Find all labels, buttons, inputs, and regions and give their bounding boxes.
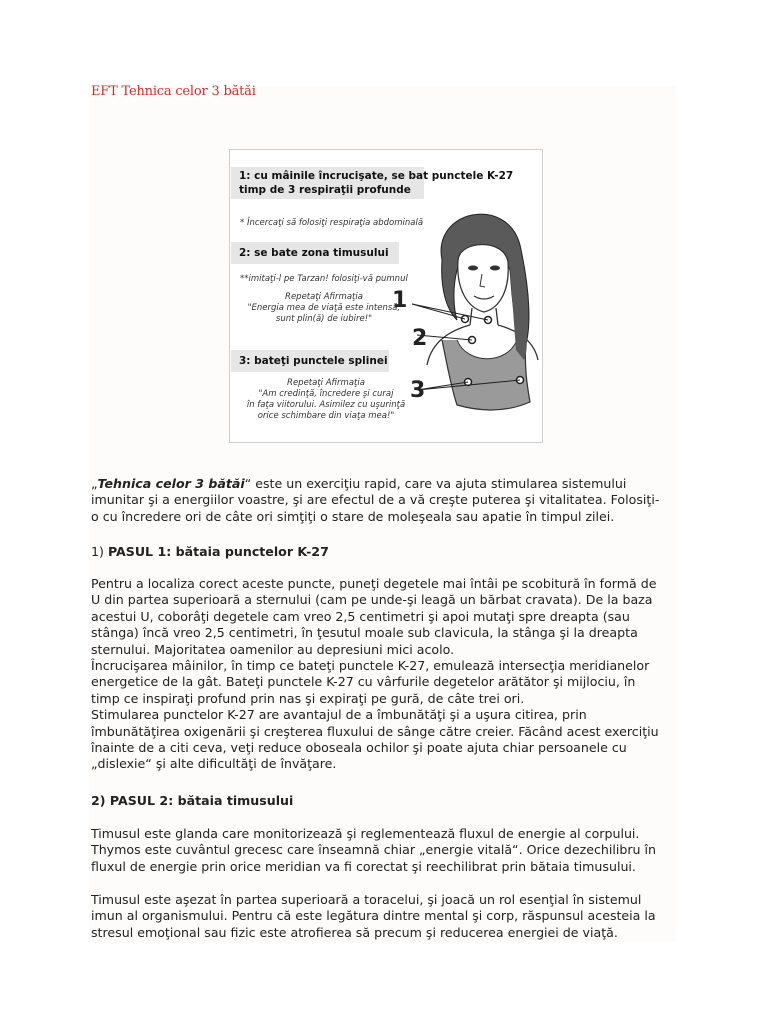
step3-affirmation [236, 378, 416, 422]
section1-line: înainte de a citi ceva, veţi reduce oboseala ochilor şi poate ajuta chiar persoanele cu [91, 740, 627, 756]
intro-paragraph [91, 476, 677, 525]
section1-line: Stimularea punctelor K-27 are avantajul de a îmbunătăţi şi a uşura citirea, prin [91, 707, 587, 723]
step1-header [231, 167, 514, 199]
step3-affirmation-line2: în faţa viitorului. Asimilez cu uşurinţă [246, 400, 406, 410]
section2-line: Timusul este glanda care monitorizează şi reglementează fluxul de energie al corpului. [91, 826, 640, 841]
section1-line: „dislexie“ şi alte dificultăţi de învăţare. [91, 756, 337, 772]
step2-title: 2: se bate zona timusului [239, 247, 389, 259]
eft-illustration [229, 149, 543, 443]
step1-subtitle: timp de 3 respiraţii profunde [239, 184, 411, 196]
section1-heading-text: PASUL 1: bătaia punctelor K-27 [107, 544, 329, 559]
section1-line: U din partea superioară a sternului (cam pe unde-şi leagă un bărbat cravata). De la baza [91, 592, 653, 608]
intro-line1-text: este un exerciţiu rapid, care va ajuta stimularea sistemului [251, 476, 627, 491]
point-label-1: 1 [392, 288, 408, 313]
step2-affirmation-title: Repetaţi Afirmaţia [285, 292, 363, 302]
section2-line: imun al organismului. Pentru că este legătura dintre mental şi corp, răspunsul acesteia la [91, 908, 656, 924]
intro-line2: imunitar şi a energiilor voastre, şi are efectul de a vă creşte puterea şi vitalitatea. Folosiţi- [91, 492, 660, 508]
page-title: EFT Tehnica celor 3 bătăi [91, 84, 256, 99]
step3-affirmation-line1: "Am credinţă, încredere şi curaj [258, 389, 394, 399]
point-label-2: 2 [412, 326, 428, 351]
step2-affirmation-line1: "Energia mea de viaţă este intensă; [247, 303, 401, 313]
section2-paragraph2 [91, 892, 677, 941]
step3-affirmation-line3: orice schimbare din viaţa mea!" [257, 411, 395, 421]
section2-paragraph1 [91, 826, 677, 875]
point-label-3: 3 [410, 378, 426, 403]
step3-affirmation-title: Repetaţi Afirmaţia [287, 378, 365, 388]
step1-note: * Încercaţi să folosiţi respiraţia abdominală [240, 218, 424, 228]
step2-header [231, 242, 399, 264]
step2-affirmation-line2: sunt plin(ă) de iubire!" [275, 314, 373, 324]
section1-line: acestui U, coborâţi degetele cam vreo 2,5 centimetri şi apoi mutaţi spre dreapta (sau [91, 608, 630, 624]
section2-heading: 2) PASUL 2: bătaia timusului [91, 793, 294, 808]
intro-term: Tehnica celor 3 bătăi [97, 476, 245, 491]
section2-line: Timusul este aşezat în partea superioară a toracelui, şi joacă un rol esenţial în sistemul [91, 892, 642, 907]
step1-title: 1: cu mâinile încrucişate, se bat punctele K-27 [239, 170, 514, 182]
section2-line: stresul emoţional sau fizic este atrofierea să precum şi reducerea energiei de viaţă. [91, 924, 618, 940]
section1-line: Încrucişarea mâinilor, în timp ce bateţi punctele K-27, emulează intersecţia meridianelor [91, 658, 650, 674]
woman-drawing [412, 190, 542, 440]
section1-body [91, 576, 677, 773]
section1-line: sternului. Majoritatea oamenilor au depresiuni mici acolo. [91, 641, 455, 657]
intro-line3: o cu încredere ori de câte ori simţiţi o stare de moleşeala sau apatie în timpul zilei. [91, 508, 615, 524]
section2-line: Thymos este cuvântul grecesc care înseamnă chiar „energie vitală“. Orice dezechilibru în [91, 842, 656, 858]
section2-line: fluxul de energie prin orice meridian va fi corectat şi reechilibrat prin bătaia timusului. [91, 858, 636, 874]
quote-open: „ [91, 476, 98, 491]
section1-line: energetice de la gât. Bateţi punctele K-27 cu vârfurile degetelor arătător şi mijlociu, în [91, 674, 636, 690]
section1-prefix: 1) [91, 544, 108, 559]
step2-note: **imitaţi-l pe Tarzan! folosiţi-vă pumnul [240, 274, 408, 284]
section1-heading [91, 544, 677, 560]
section1-line: timp ce inspiraţi profund prin nas şi expiraţi pe gură, de câte trei ori. [91, 690, 525, 706]
step2-affirmation [240, 292, 408, 325]
intro-line1 [91, 476, 677, 492]
step3-header [231, 350, 389, 372]
step3-title: 3: bateţi punctele splinei [239, 355, 388, 367]
section1-line: stânga) încă vreo 2,5 centimetri, în ţesutul moale sub clavicula, la stânga şi la dreapta [91, 625, 638, 641]
section1-line: Pentru a localiza corect aceste puncte, puneţi degetele mai întâi pe scobitură în formă de [91, 576, 657, 591]
quote-close: “ [244, 476, 252, 491]
section1-line: îmbunătăţirea oxigenării şi creşterea fluxului de sânge către creier. Făcând acest exerciţiu [91, 723, 659, 739]
